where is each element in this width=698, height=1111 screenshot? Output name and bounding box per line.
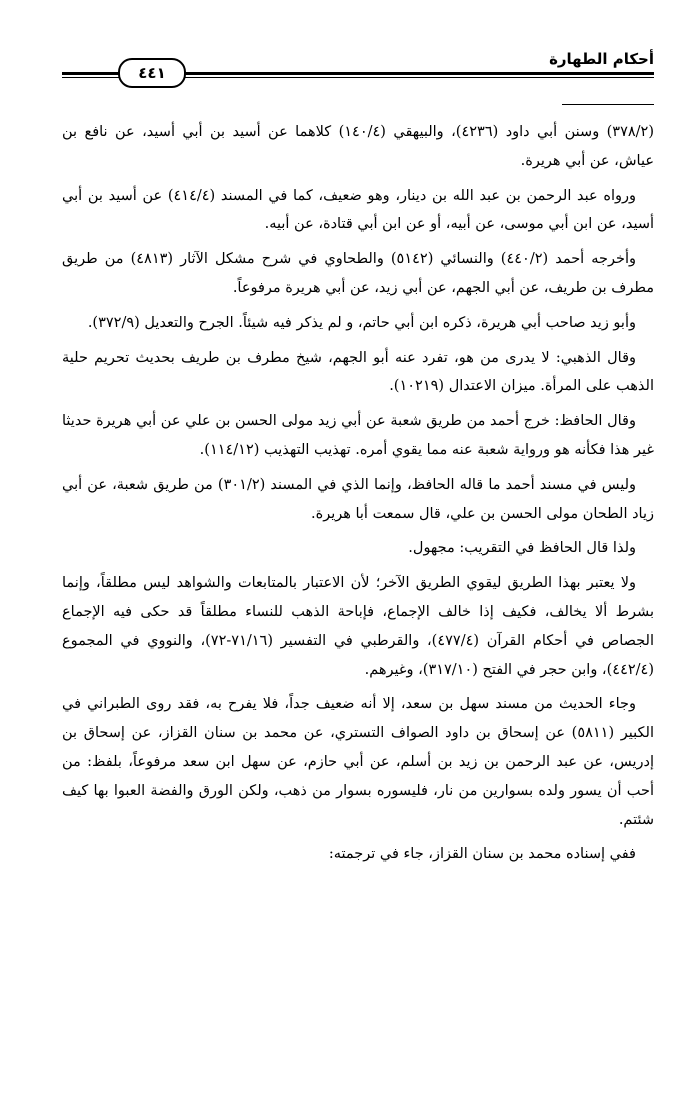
paragraph: وليس في مسند أحمد ما قاله الحافظ، وإنما الذي في المسند (٣٠١/٢) من طريق شعبة، عن أبي زياد الطحان مولى الحسن بن علي، قال سمعت أبا هريرة. bbox=[62, 476, 654, 522]
running-title: أحكام الطهارة bbox=[549, 50, 654, 68]
paragraph: وأخرجه أحمد (٤٤٠/٢) والنسائي (٥١٤٢) والطحاوي في شرح مشكل الآثار (٤٨١٣) من طريق مطرف بن طريف، عن أبي الجهم، عن أبي زيد، عن أبي هريرة مرفوعاً. bbox=[62, 251, 654, 296]
footnote-body bbox=[62, 118, 654, 875]
page-number-badge: ٤٤١ bbox=[118, 58, 186, 88]
paragraph: ولذا قال الحافظ في التقريب: مجهول. bbox=[408, 540, 636, 557]
paragraph: ففي إسناده محمد بن سنان القزاز، جاء في ترجمته: bbox=[328, 846, 636, 863]
page-header bbox=[62, 46, 654, 86]
paragraph: وجاء الحديث من مسند سهل بن سعد، إلا أنه ضعيف جداً، فلا يفرح به، فقد روى الطبراني في الكبير (٥٨١١) عن إسحاق بن داود الصواف التستري، عن محمد بن سنان القزاز، عن إسحاق بن إدريس، عن عبد الرحمن بن زيد بن أسلم، عن أبي حازم، عن سهل ابن سعد مرفوعاً، بلفظ: من أحب أن يسور ولده بسوارين من نار، فليسوره بسوار من ذهب، ولكن الورق والفضة العبوا بها كيف شئتم. bbox=[62, 696, 654, 828]
paragraph: وأبو زيد صاحب أبي هريرة، ذكره ابن أبي حاتم، و لم يذكر فيه شيئاً. الجرح والتعديل (٣٧٢/٩). bbox=[87, 314, 636, 331]
footnote-separator bbox=[562, 104, 654, 105]
paragraph: ولا يعتبر بهذا الطريق ليقوي الطريق الآخر؛ لأن الاعتبار بالمتابعات والشواهد ليس مطلقاً، وإنما بشرط ألا يخالف، فكيف إذا خالف الإجماع، فإباحة الذهب للنساء مطلقاً قد حكى فيه الإجماع الجصاص في أحكام القرآن (٤٧٧/٤)، والقرطبي في التفسير (٧١/١٦-٧٢)، والنووي في المجموع (٤٤٢/٤)، وابن حجر في الفتح (٣١٧/١٠)، وغيرهم. bbox=[62, 575, 654, 678]
paragraph: وقال الذهبي: لا يدرى من هو، تفرد عنه أبو الجهم، شيخ مطرف بن طريف بحديث تحريم حلية الذهب على المرأة. ميزان الاعتدال (١٠٢١٩). bbox=[62, 349, 654, 395]
paragraph: (٣٧٨/٢) وسنن أبي داود (٤٢٣٦)، والبيهقي (١٤٠/٤) كلاهما عن أسيد بن أبي أسيد، عن نافع بن عياش، عن أبي هريرة. bbox=[62, 124, 654, 169]
paragraph: وقال الحافظ: خرج أحمد من طريق شعبة عن أبي زيد مولى الحسن بن علي عن أبي هريرة حديثا غير هذا فكأنه هو ورواية شعبة عنه مما يقوي أمره. تهذيب التهذيب (١١٤/١٢). bbox=[62, 413, 654, 458]
paragraph: ورواه عبد الرحمن بن عبد الله بن دينار، وهو ضعيف، كما في المسند (٤١٤/٤) عن أسيد بن أبي أسيد، عن ابن أبي موسى، عن أبيه، أو عن ابن أبي قتادة، عن أبيه. bbox=[62, 187, 654, 233]
